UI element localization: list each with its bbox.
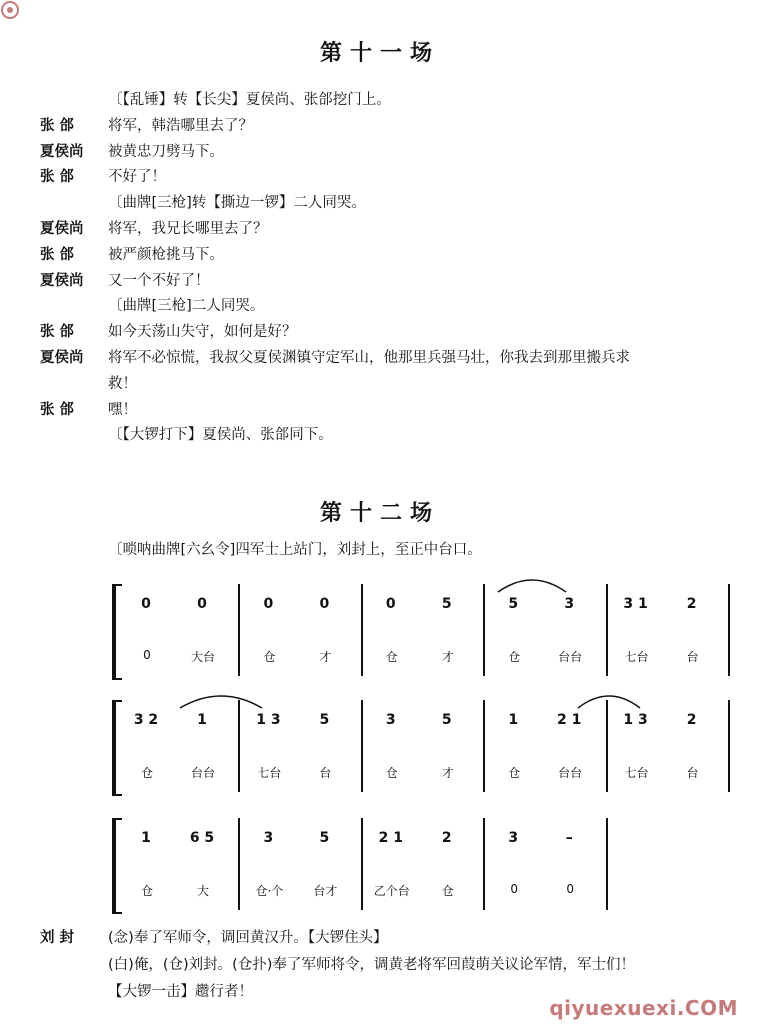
note: 1 (197, 712, 207, 728)
watermark: qiyuexuexi.COM (549, 996, 738, 1020)
role-name: 刘 封 (40, 930, 75, 946)
dialogue-line: 【大锣一击】趱行者！ (108, 984, 253, 1000)
note: 6 5 (189, 830, 215, 846)
dialogue-line: 嘿！ (108, 401, 137, 418)
percussion-syllable: 仓·个 (255, 884, 284, 898)
note: 0 (197, 596, 207, 612)
percussion-syllable: 仓 (508, 650, 521, 664)
percussion-syllable: 仓 (508, 766, 521, 780)
note: 5 (441, 712, 452, 728)
percussion-syllable: 仓 (140, 884, 153, 898)
stage-direction: 〔【乱锤】转【长尖】夏侯尚、张郃挖门上。 (108, 92, 391, 108)
role-name: 张 郃 (40, 117, 75, 134)
dialogue-line: (念)奉了军师令，调回黄汉升。【大锣住头】 (108, 930, 388, 946)
dialogue-line: 又一个不好了！ (108, 272, 210, 289)
role-name: 张 郃 (40, 169, 75, 186)
note: 3 (385, 712, 396, 728)
note: – (565, 830, 573, 846)
role-name: 夏侯尚 (40, 350, 84, 366)
role-name: 夏侯尚 (40, 221, 84, 237)
note: 1 3 (256, 712, 281, 728)
note: 2 (441, 830, 452, 846)
percussion-syllable: 才 (441, 766, 454, 780)
note: 2 1 (557, 712, 582, 728)
percussion-syllable: 才 (441, 650, 454, 664)
scene-12-title: 第十二场 (319, 501, 440, 526)
note: 1 (141, 830, 151, 846)
percussion-syllable: 台 (686, 766, 699, 780)
stage-direction: 〔【大锣打下】夏侯尚、张郃同下。 (108, 427, 333, 444)
dialogue-line: 救！ (108, 375, 137, 392)
percussion-syllable: 仓 (385, 766, 398, 780)
percussion-syllable: 0 (510, 882, 518, 896)
note: 3 (564, 596, 575, 612)
note: 2 (686, 712, 697, 728)
slur (498, 580, 566, 592)
note: 5 (441, 596, 452, 612)
role-name: 张 郃 (40, 324, 75, 341)
note: 3 (263, 830, 274, 846)
note: 0 (263, 596, 274, 612)
percussion-syllable: 仓 (263, 650, 276, 664)
role-name: 夏侯尚 (40, 272, 84, 289)
note: 5 (319, 830, 330, 846)
percussion-syllable: 台 (319, 766, 332, 780)
note: 3 2 (133, 712, 159, 728)
percussion-syllable: 七台 (624, 766, 649, 780)
percussion-syllable: 仓 (441, 884, 454, 898)
role-name: 张 郃 (40, 401, 75, 418)
note: 1 (508, 712, 519, 728)
role-name: 夏侯尚 (40, 143, 84, 160)
percussion-syllable: 台 (686, 650, 699, 664)
percussion-syllable: 七台 (257, 766, 282, 780)
percussion-syllable: 大 (196, 884, 209, 898)
percussion-syllable: 台台 (558, 766, 583, 780)
slur (180, 696, 262, 708)
note: 2 1 (378, 830, 403, 846)
dialogue-line: 不好了！ (108, 169, 166, 186)
note: 1 3 (623, 712, 648, 728)
percussion-syllable: 台才 (313, 884, 338, 898)
note: 0 (385, 596, 396, 612)
percussion-syllable: 0 (566, 882, 574, 896)
percussion-syllable: 大台 (190, 650, 215, 664)
percussion-syllable: 仓 (140, 766, 153, 780)
dialogue-line: 被严颜枪挑马下。 (108, 246, 224, 263)
dialogue-line: 将军不必惊慌，我叔父夏侯渊镇守定军山，他那里兵强马壮，你我去到那里搬兵求 (108, 350, 630, 366)
dialogue-line: 如今天荡山失守，如何是好？ (108, 324, 297, 341)
percussion-syllable: 仓 (385, 650, 398, 664)
note: 0 (319, 596, 330, 612)
note: 0 (141, 596, 151, 612)
percussion-syllable: 七台 (624, 650, 649, 664)
percussion-syllable: 乙个台 (373, 884, 410, 898)
percussion-syllable: 0 (143, 648, 151, 662)
slur (578, 696, 640, 708)
stage-direction: 〔曲牌[三枪]转【撕边一锣】二人同哭。 (108, 195, 366, 212)
scene-11-title: 第十一场 (319, 41, 440, 66)
note: 5 (508, 596, 519, 612)
note: 3 1 (623, 596, 648, 612)
note: 3 (508, 830, 519, 846)
dialogue-line: (白)俺，(仓)刘封。(仓扑)奉了军师将令，调黄老将军回葭萌关议论军情，军士们！ (108, 957, 635, 973)
percussion-syllable: 台台 (190, 766, 215, 780)
dialogue-line: 将军，韩浩哪里去了？ (108, 117, 253, 134)
note: 5 (319, 712, 330, 728)
scene-12-stage-direction: 〔唢呐曲牌[六幺令]四军士上站门，刘封上，至正中台口。 (108, 542, 482, 558)
dialogue-line: 被黄忠刀劈马下。 (108, 143, 224, 160)
percussion-syllable: 台台 (558, 650, 583, 664)
percussion-syllable: 才 (319, 650, 332, 664)
note: 2 (686, 596, 697, 612)
stage-direction: 〔曲牌[三枪]二人同哭。 (108, 298, 265, 315)
role-name: 张 郃 (40, 246, 75, 263)
dialogue-line: 将军，我兄长哪里去了？ (108, 221, 268, 237)
